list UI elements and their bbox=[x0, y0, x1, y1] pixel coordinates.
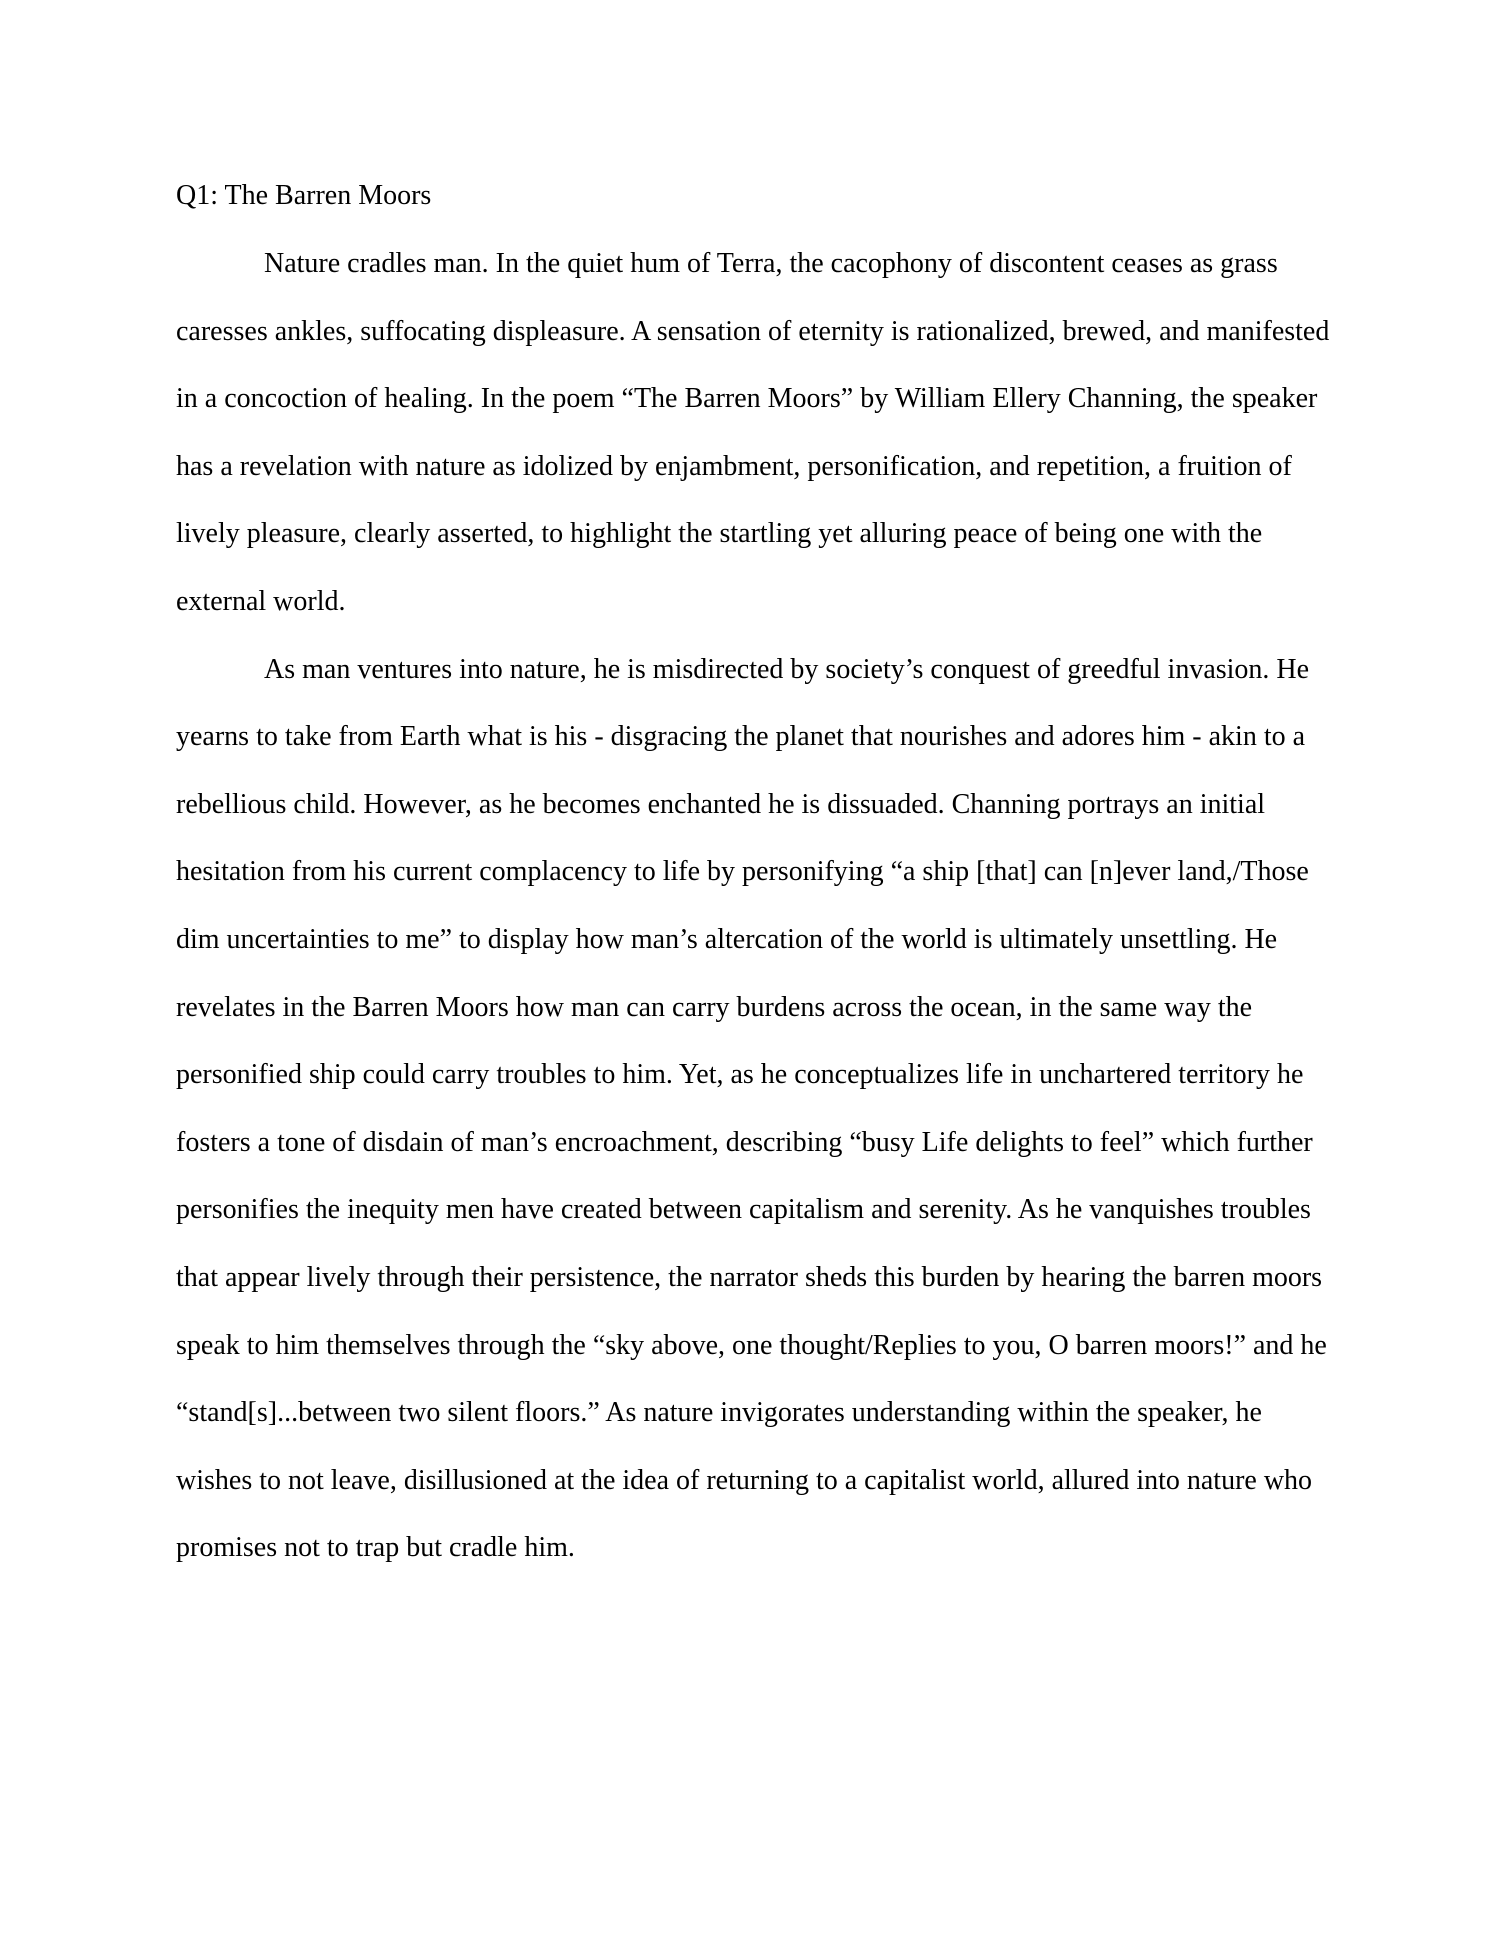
document-heading: Q1: The Barren Moors bbox=[176, 180, 432, 211]
paragraph-introduction: Nature cradles man. In the quiet hum of Terra, the cacophony of discontent ceases as grass caresses ankles, suffocating displeasure. A sensation of eternity is rationalized, brewed, and manifested in a concoction of healing. In the poem “The Barren Moors” by William Ellery Channing, the speaker has a revelation with nature as idolized by enjambment, personification, and repetition, a fruition of lively pleasure, clearly asserted, to highlight the startling yet alluring peace of being one with the external world. bbox=[176, 248, 1330, 617]
document-body bbox=[176, 172, 1336, 1582]
paragraph-analysis: As man ventures into nature, he is misdirected by society’s conquest of greedful invasion. He yearns to take from Earth what is his - disgracing the planet that nourishes and adores him - akin to a rebellious child. However, as he becomes enchanted he is dissuaded. Channing portrays an initial hesitation from his current complacency to life by personifying “a ship [that] can [n]ever land,/Those dim uncertainties to me” to display how man’s altercation of the world is ultimately unsettling. He revelates in the Barren Moors how man can carry burdens across the ocean, in the same way the personified ship could carry troubles to him. Yet, as he conceptualizes life in unchartered territory he fosters a tone of disdain of man’s encroachment, describing “busy Life delights to feel” which further personifies the inequity men have created between capitalism and serenity. As he vanquishes troubles that appear lively through their persistence, the narrator sheds this burden by hearing the barren moors speak to him themselves through the “sky above, one thought/Replies to you, O barren moors!” and he “stand[s]...between two silent floors.” As nature invigorates understanding within the speaker, he wishes to not leave, disillusioned at the idea of returning to a capitalist world, allured into nature who promises not to trap but cradle him. bbox=[176, 653, 1327, 1564]
